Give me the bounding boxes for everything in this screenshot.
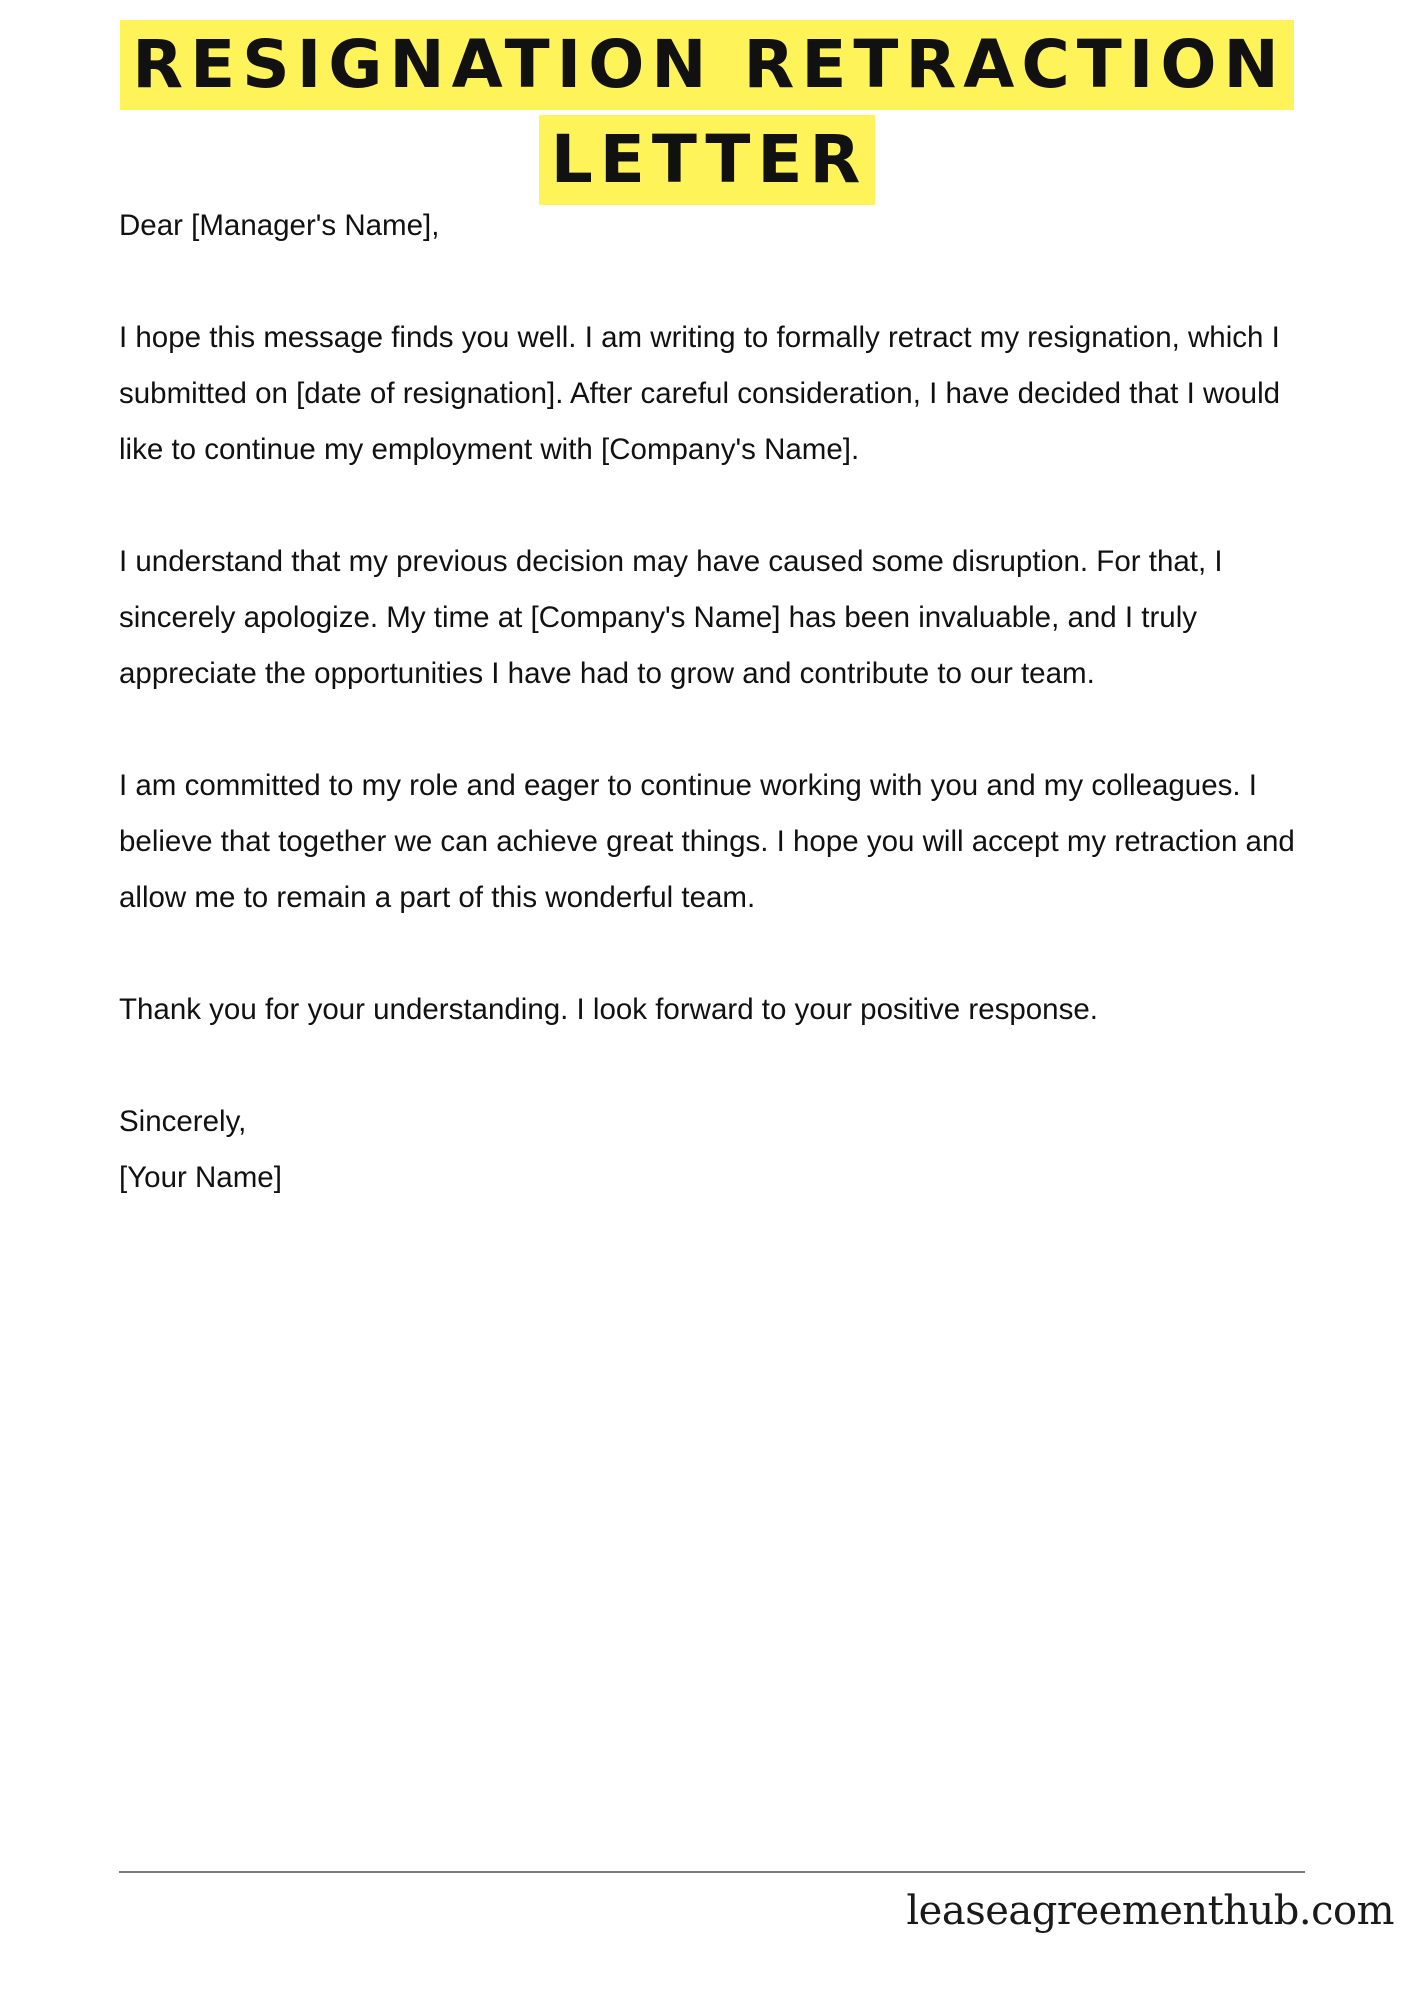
document-title <box>0 20 1414 210</box>
paragraph-3: I am committed to my role and eager to continue working with you and my colleagues. I believe that together we can achieve great things. I hope you will accept my retraction and allow me to remain a part of this wonderful team. <box>119 769 1295 914</box>
paragraph-4: Thank you for your understanding. I look forward to your positive response. <box>119 993 1098 1026</box>
title-line-2: LETTER <box>539 115 876 205</box>
title-line-1: RESIGNATION RETRACTION <box>120 20 1293 110</box>
paragraph-1: I hope this message finds you well. I am writing to formally retract my resignation, which I submitted on [date of resignation]. After careful consideration, I have decided that I would like to continue my employment with [Company's Name]. <box>119 321 1281 466</box>
footer-site-name: leaseagreementhub.com <box>906 1888 1394 1934</box>
closing: Sincerely, <box>119 1105 247 1138</box>
salutation: Dear [Manager's Name], <box>119 209 440 242</box>
letter-body <box>119 198 1319 1206</box>
footer-divider <box>119 1871 1305 1873</box>
closing-block <box>119 1094 1319 1206</box>
paragraph-2: I understand that my previous decision may have caused some disruption. For that, I sincerely apologize. My time at [Company's Name] has been invaluable, and I truly appreciate the opportunities I have had to grow and contribute to our team. <box>119 545 1223 690</box>
signature: [Your Name] <box>119 1161 282 1194</box>
